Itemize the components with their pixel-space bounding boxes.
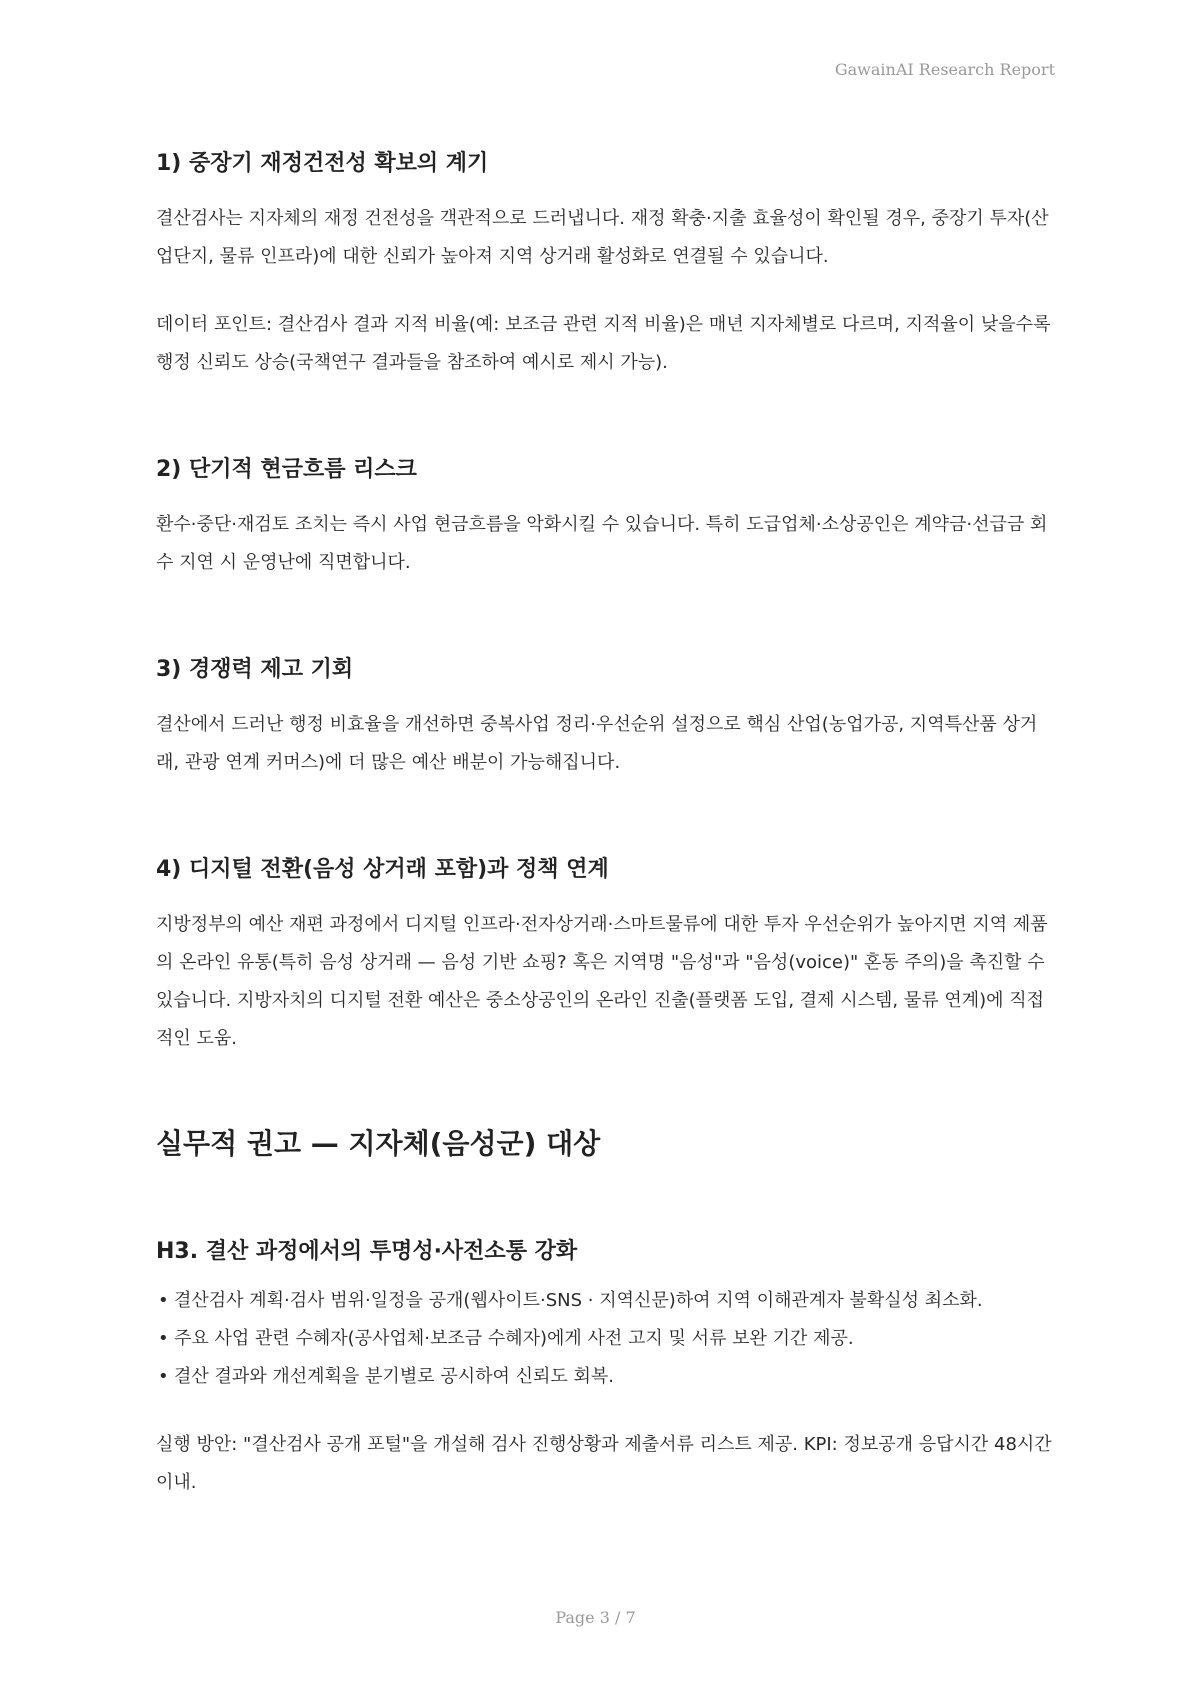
bullet-item-2: • 주요 사업 관련 수혜자(공사업체·보조금 수혜자)에게 사전 고지 및 서류 보완 기간 제공. (156, 1320, 1056, 1358)
section-2-paragraph-1: 환수·중단·재검토 조치는 즉시 사업 현금흐름을 악화시킬 수 있습니다. 특히 도급업체·소상공인은 계약금·선급금 회수 지연 시 운영난에 직면합니다. (156, 514, 1048, 573)
recommendations-heading: 실무적 권고 — 지자체(음성군) 대상 (156, 1127, 601, 1160)
section-4-paragraph-1: 지방정부의 예산 재편 과정에서 디지털 인프라·전자상거래·스마트물류에 대한 투자 우선순위가 높아지면 지역 제품의 온라인 유통(특히 음성 상거래 — 음성 기반 쇼핑? 혹은 지역명 "음성"과 "음성(voice)" 혼동 주의)을 촉진할 수 있습니다. 지방자치의 디지털 전환 예산은 중소상공인의 온라인 진출(플랫폼 도입, 결제 시스템, 물류 연계)에 직접적인 도움. (156, 914, 1048, 1049)
section-4-heading: 4) 디지털 전환(음성 상거래 포함)과 정책 연계 (156, 857, 609, 882)
section-3-heading: 3) 경쟁력 제고 기회 (156, 657, 354, 682)
transparency-heading: H3. 결산 과정에서의 투명성·사전소통 강화 (156, 1239, 578, 1264)
section-2-heading: 2) 단기적 현금흐름 리스크 (156, 457, 417, 482)
section-1-paragraph-2: 데이터 포인트: 결산검사 결과 지적 비율(예: 보조금 관련 지적 비율)은 매년 지자체별로 다르며, 지적율이 낮을수록 행정 신뢰도 상승(국책연구 결과들을 참조하여 예시로 제시 가능). (156, 314, 1051, 373)
section-1-paragraph-1: 결산검사는 지자체의 재정 건전성을 객관적으로 드러냅니다. 재정 확충·지출 효율성이 확인될 경우, 중장기 투자(산업단지, 물류 인프라)에 대한 신뢰가 높아져 지역 상거래 활성화로 연결될 수 있습니다. (156, 208, 1049, 267)
section-1-heading: 1) 중장기 재정건전성 확보의 계기 (156, 151, 489, 176)
page-number: Page 3 / 7 (555, 1608, 636, 1627)
bullet-item-3: • 결산 결과와 개선계획을 분기별로 공시하여 신뢰도 회복. (156, 1358, 1056, 1396)
bullet-item-1: • 결산검사 계획·검사 범위·일정을 공개(웹사이트·SNS · 지역신문)하여 지역 이해관계자 불확실성 최소화. (156, 1282, 1056, 1320)
section-3-paragraph-1: 결산에서 드러난 행정 비효율을 개선하면 중복사업 정리·우선순위 설정으로 핵심 산업(농업가공, 지역특산품 상거래, 관광 연계 커머스)에 더 많은 예산 배분이 가능해집니다. (156, 714, 1038, 773)
transparency-bullet-list (156, 1282, 1056, 1396)
implementation-paragraph: 실행 방안: "결산검사 공개 포털"을 개설해 검사 진행상황과 제출서류 리스트 제공. KPI: 정보공개 응답시간 48시간 이내. (156, 1434, 1052, 1493)
page-content (156, 148, 1056, 1502)
report-header: GawainAI Research Report (834, 60, 1055, 79)
